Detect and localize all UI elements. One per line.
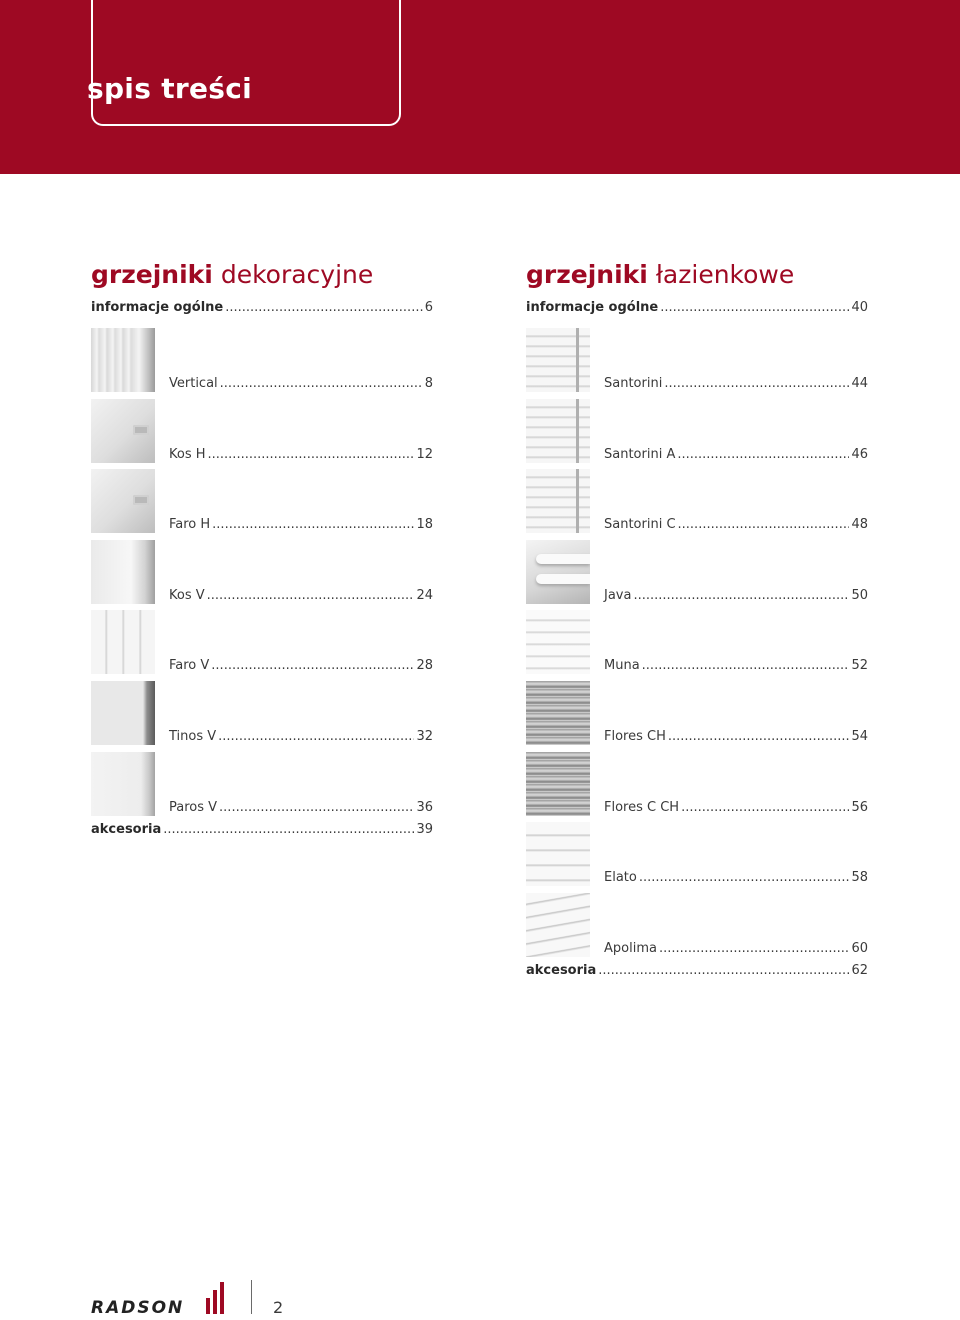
logo-bar bbox=[206, 1298, 210, 1314]
toc-leader-dots bbox=[681, 800, 849, 815]
toc-page: 39 bbox=[416, 822, 433, 838]
toc-label: Apolima bbox=[604, 940, 657, 956]
toc-page: 44 bbox=[851, 376, 868, 391]
bar bbox=[536, 574, 590, 584]
toc-row[interactable] bbox=[604, 941, 868, 956]
toc-leader-dots bbox=[660, 300, 849, 315]
toc-label: Elato bbox=[604, 870, 637, 886]
faro-v-radiator-icon bbox=[91, 610, 155, 674]
toc-page: 46 bbox=[851, 446, 868, 462]
header-band bbox=[0, 0, 960, 174]
rail bbox=[576, 399, 579, 463]
toc-item[interactable] bbox=[526, 681, 868, 752]
toc-page: 60 bbox=[851, 940, 868, 956]
toc-label: Santorini C bbox=[604, 517, 676, 533]
toc-page: 8 bbox=[424, 376, 433, 391]
vertical-radiator-icon bbox=[91, 328, 155, 392]
santorini-radiator-icon bbox=[526, 328, 590, 392]
toc-row[interactable] bbox=[169, 447, 433, 462]
toc-row[interactable] bbox=[604, 517, 868, 532]
toc-column-decorative bbox=[91, 258, 433, 837]
toc-leader-dots bbox=[642, 658, 850, 673]
toc-label: Santorini A bbox=[604, 446, 676, 462]
section-heading-bathroom bbox=[526, 258, 868, 292]
valve-icon bbox=[133, 495, 149, 505]
toc-item[interactable] bbox=[91, 328, 433, 399]
toc-label: akcesoria bbox=[91, 822, 162, 838]
toc-item[interactable] bbox=[91, 752, 433, 823]
toc-item[interactable] bbox=[526, 328, 868, 399]
toc-page: 18 bbox=[416, 517, 433, 533]
toc-row[interactable] bbox=[604, 870, 868, 885]
toc-item[interactable] bbox=[526, 610, 868, 681]
toc-label: Java bbox=[604, 587, 632, 603]
toc-row[interactable] bbox=[169, 729, 433, 744]
toc-page: 48 bbox=[851, 517, 868, 533]
page-title: spis treści bbox=[87, 72, 253, 105]
logo-bar bbox=[220, 1282, 224, 1314]
toc-row-accessories[interactable] bbox=[91, 822, 433, 837]
toc-leader-dots bbox=[163, 822, 414, 837]
toc-leader-dots bbox=[677, 447, 849, 462]
toc-page: 62 bbox=[851, 963, 868, 979]
toc-item[interactable] bbox=[526, 822, 868, 893]
section-heading-decorative bbox=[91, 258, 433, 292]
elato-radiator-icon bbox=[526, 822, 590, 886]
toc-row[interactable] bbox=[604, 658, 868, 673]
kos-v-radiator-icon bbox=[91, 540, 155, 604]
toc-leader-dots bbox=[639, 870, 850, 885]
rail bbox=[576, 469, 579, 533]
toc-items bbox=[91, 328, 433, 822]
toc-label: Paros V bbox=[169, 799, 218, 815]
toc-label: Santorini bbox=[604, 376, 663, 391]
toc-label: informacje ogólne bbox=[91, 300, 224, 315]
valve-icon bbox=[133, 425, 149, 435]
muna-radiator-icon bbox=[526, 610, 590, 674]
toc-leader-dots bbox=[212, 517, 414, 532]
toc-leader-dots bbox=[659, 941, 850, 956]
toc-row-accessories[interactable] bbox=[526, 963, 868, 978]
flores-ch-radiator-icon bbox=[526, 681, 590, 745]
toc-label: Kos H bbox=[169, 446, 206, 462]
toc-row[interactable] bbox=[604, 376, 868, 391]
toc-leader-dots bbox=[633, 588, 849, 603]
toc-label: Vertical bbox=[169, 376, 218, 391]
toc-label: informacje ogólne bbox=[526, 300, 659, 315]
toc-item[interactable] bbox=[91, 540, 433, 611]
toc-label: Muna bbox=[604, 658, 640, 674]
rail bbox=[576, 328, 579, 392]
toc-leader-dots bbox=[208, 447, 415, 462]
toc-items bbox=[526, 328, 868, 963]
toc-page: 32 bbox=[416, 728, 433, 744]
toc-label: Flores CH bbox=[604, 728, 666, 744]
toc-label: Flores C CH bbox=[604, 799, 680, 815]
toc-leader-dots bbox=[207, 588, 415, 603]
toc-item[interactable] bbox=[526, 752, 868, 823]
toc-leader-dots bbox=[211, 658, 414, 673]
toc-item[interactable] bbox=[91, 610, 433, 681]
faro-h-radiator-icon bbox=[91, 469, 155, 533]
toc-item[interactable] bbox=[526, 540, 868, 611]
toc-item[interactable] bbox=[91, 469, 433, 540]
toc-page: 40 bbox=[851, 300, 868, 315]
toc-leader-dots bbox=[219, 800, 414, 815]
bar bbox=[536, 554, 590, 564]
toc-leader-dots bbox=[598, 963, 849, 978]
toc-label: akcesoria bbox=[526, 963, 597, 979]
toc-row[interactable] bbox=[604, 447, 868, 462]
toc-row[interactable] bbox=[604, 729, 868, 744]
toc-leader-dots bbox=[668, 729, 850, 744]
apolima-radiator-icon bbox=[526, 893, 590, 957]
section-heading-strong: grzejniki bbox=[91, 260, 213, 289]
paros-v-radiator-icon bbox=[91, 752, 155, 816]
toc-leader-dots bbox=[225, 300, 422, 315]
toc-page: 36 bbox=[416, 799, 433, 815]
page-number: 2 bbox=[273, 1298, 284, 1317]
toc-row[interactable] bbox=[169, 376, 433, 391]
toc-item[interactable] bbox=[526, 469, 868, 540]
santorini-c-radiator-icon bbox=[526, 469, 590, 533]
toc-row[interactable] bbox=[169, 517, 433, 532]
title-box bbox=[91, 0, 401, 126]
toc-label: Kos V bbox=[169, 587, 205, 603]
toc-row[interactable] bbox=[169, 588, 433, 603]
toc-page: 58 bbox=[851, 870, 868, 886]
santorini-a-radiator-icon bbox=[526, 399, 590, 463]
toc-leader-dots bbox=[218, 729, 414, 744]
toc-row[interactable] bbox=[169, 800, 433, 815]
toc-page: 50 bbox=[851, 587, 868, 603]
flores-c-ch-radiator-icon bbox=[526, 752, 590, 816]
toc-page: 56 bbox=[851, 799, 868, 815]
toc-page: 54 bbox=[851, 728, 868, 744]
toc-label: Tinos V bbox=[169, 728, 217, 744]
toc-label: Faro H bbox=[169, 517, 211, 533]
toc-row-intro[interactable] bbox=[526, 300, 868, 320]
toc-leader-dots bbox=[678, 517, 850, 532]
toc-item[interactable] bbox=[526, 893, 868, 964]
toc-page: 52 bbox=[851, 658, 868, 674]
logo-bar bbox=[213, 1290, 217, 1314]
toc-row[interactable] bbox=[604, 800, 868, 815]
radson-logo-icon bbox=[91, 1280, 231, 1316]
footer bbox=[91, 1280, 311, 1316]
toc-page: 12 bbox=[416, 446, 433, 462]
logo-text: RADSON bbox=[91, 1298, 185, 1316]
toc-item[interactable] bbox=[91, 399, 433, 470]
footer-divider bbox=[251, 1280, 252, 1314]
toc-item[interactable] bbox=[91, 681, 433, 752]
toc-label: Faro V bbox=[169, 658, 210, 674]
toc-page: 6 bbox=[424, 300, 433, 315]
toc-row[interactable] bbox=[604, 588, 868, 603]
tinos-v-radiator-icon bbox=[91, 681, 155, 745]
toc-row-intro[interactable] bbox=[91, 300, 433, 320]
kos-h-radiator-icon bbox=[91, 399, 155, 463]
section-heading-strong: grzejniki bbox=[526, 260, 648, 289]
toc-item[interactable] bbox=[526, 399, 868, 470]
toc-leader-dots bbox=[220, 376, 423, 391]
toc-page: 28 bbox=[416, 658, 433, 674]
toc-row[interactable] bbox=[169, 658, 433, 673]
toc-column-bathroom bbox=[526, 258, 868, 978]
section-heading-rest: łazienkowe bbox=[655, 260, 795, 289]
toc-leader-dots bbox=[664, 376, 849, 391]
java-radiator-icon bbox=[526, 540, 590, 604]
section-heading-rest: dekoracyjne bbox=[220, 260, 374, 289]
toc-page: 24 bbox=[416, 587, 433, 603]
